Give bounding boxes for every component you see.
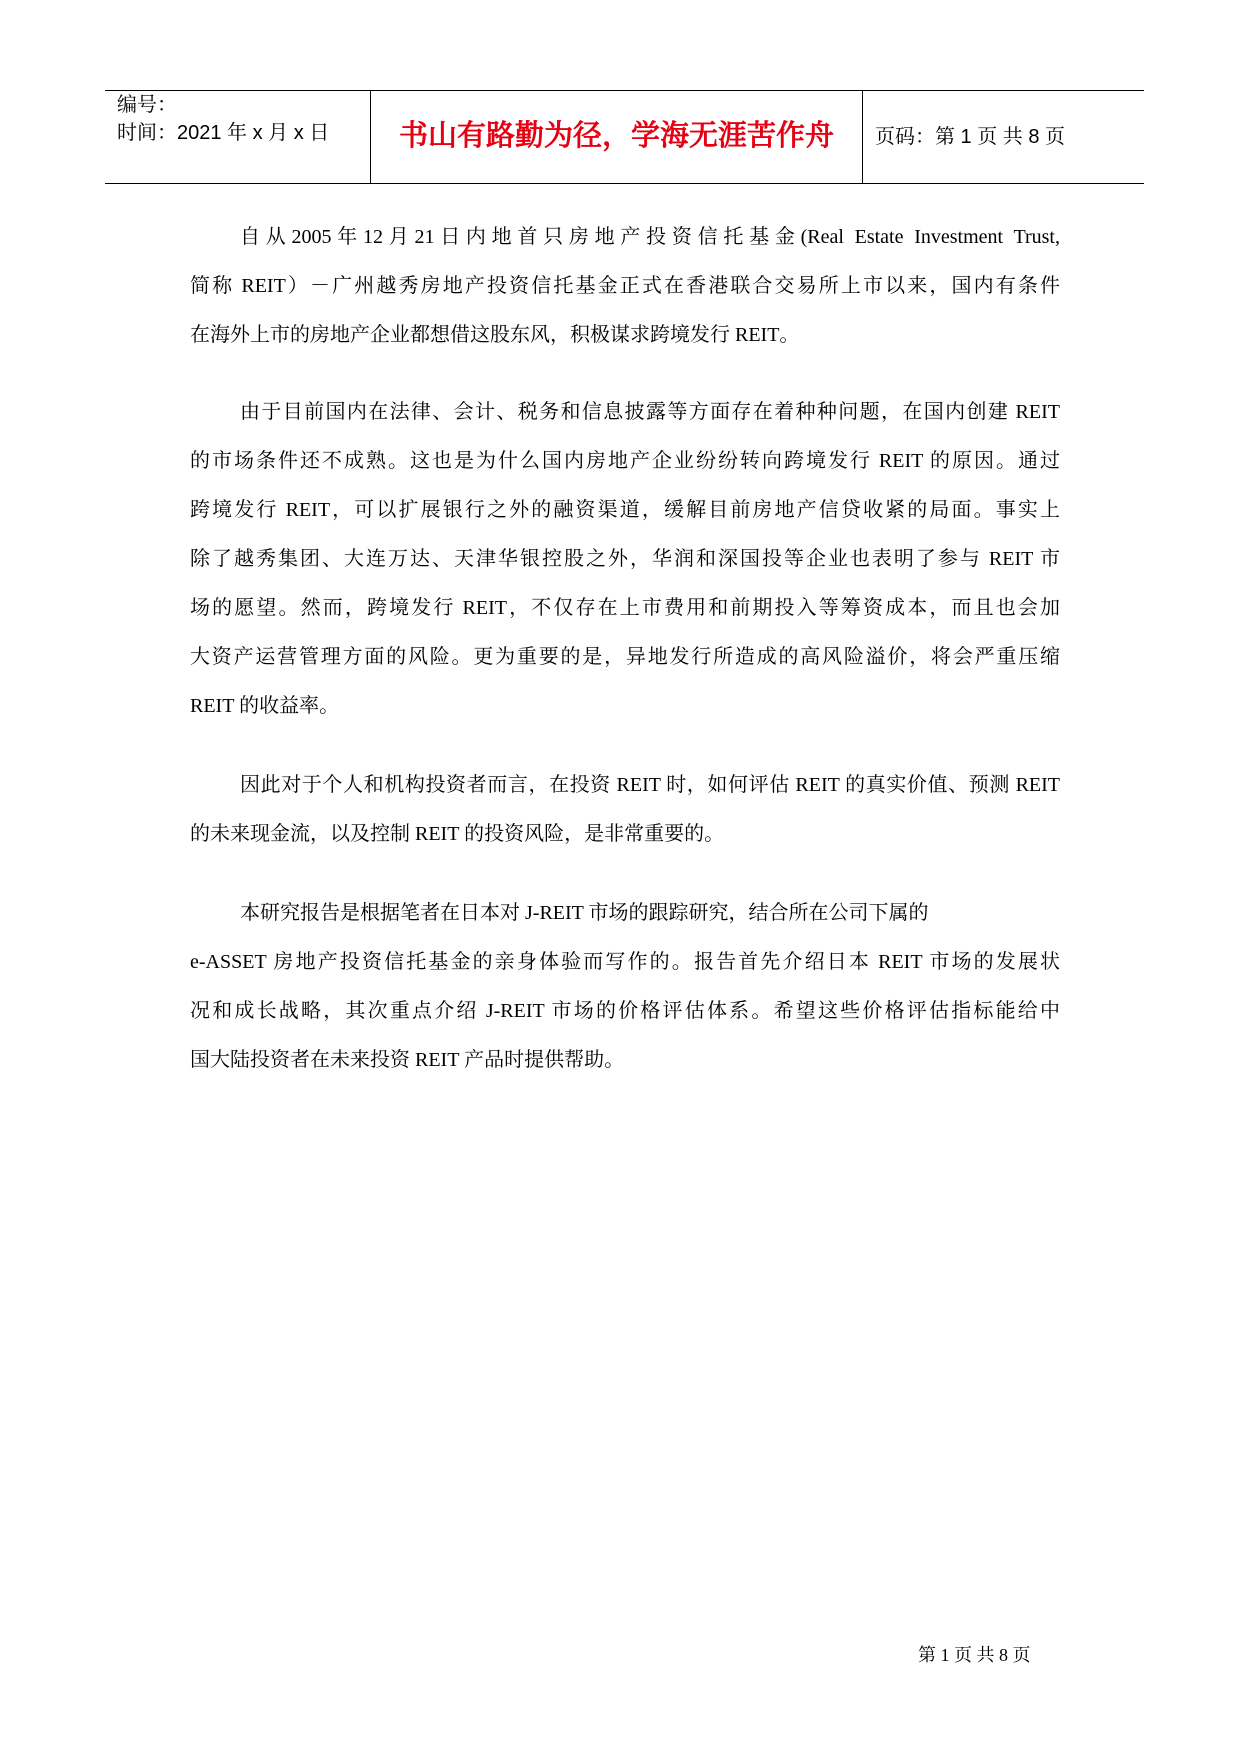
header-divider-right (862, 90, 863, 184)
text-line: e-ASSET 房地产投资信托基金的亲身体验而写作的。报告首先介绍日本 REIT 市场的发展状 (190, 951, 1060, 973)
text-line: 的未来现金流，以及控制 REIT 的投资风险，是非常重要的。 (190, 823, 725, 845)
header-page-label: 页码：第 1 页 共 8 页 (875, 126, 1066, 148)
text-line: 的市场条件还不成熟。这也是为什么国内房地产企业纷纷转向跨境发行 REIT 的原因。通过 (190, 450, 1060, 472)
text-line: 场的愿望。然而，跨境发行 REIT，不仅存在上市费用和前期投入等筹资成本，而且也会加 (190, 597, 1060, 619)
paragraph-intro (190, 213, 1060, 360)
header-top-rule (105, 90, 1144, 91)
header-time-label: 时间：2021 年 x 月 x 日 (117, 122, 330, 144)
paragraph-report-scope (190, 889, 1060, 1085)
header-motto: 书山有路勤为径，学海无涯苦作舟 (398, 120, 834, 152)
text-line: 自从2005年12月21日内地首只房地产投资信托基金(Real Estate Investment Trust, (240, 226, 1060, 248)
text-line: 简称 REIT）－广州越秀房地产投资信托基金正式在香港联合交易所上市以来，国内有条件 (190, 275, 1060, 297)
text-line: REIT 的收益率。 (190, 695, 340, 717)
text-line: 况和成长战略，其次重点介绍 J-REIT 市场的价格评估体系。希望这些价格评估指标能给中 (190, 1000, 1060, 1022)
text-line: 在海外上市的房地产企业都想借这股东风，积极谋求跨境发行 REIT。 (190, 324, 800, 346)
text-line: 本研究报告是根据笔者在日本对 J-REIT 市场的跟踪研究，结合所在公司下属的 (240, 902, 929, 924)
text-line: 因此对于个人和机构投资者而言，在投资 REIT 时，如何评估 REIT 的真实价值、预测 REIT (240, 774, 1060, 796)
footer-page-number: 第 1 页 共 8 页 (918, 1645, 1031, 1665)
paragraph-importance (190, 761, 1060, 859)
text-line: 由于目前国内在法律、会计、税务和信息披露等方面存在着种种问题，在国内创建 REIT (240, 401, 1060, 423)
text-line: 大资产运营管理方面的风险。更为重要的是，异地发行所造成的高风险溢价，将会严重压缩 (190, 646, 1060, 668)
header-bottom-rule (105, 183, 1144, 184)
text-line: 国大陆投资者在未来投资 REIT 产品时提供帮助。 (190, 1049, 625, 1071)
paragraph-background (190, 388, 1060, 731)
text-line: 跨境发行 REIT，可以扩展银行之外的融资渠道，缓解目前房地产信贷收紧的局面。事实上 (190, 499, 1060, 521)
text-line: 除了越秀集团、大连万达、天津华银控股之外，华润和深国投等企业也表明了参与 REIT 市 (190, 548, 1060, 570)
header-number-label: 编号： (117, 94, 177, 116)
